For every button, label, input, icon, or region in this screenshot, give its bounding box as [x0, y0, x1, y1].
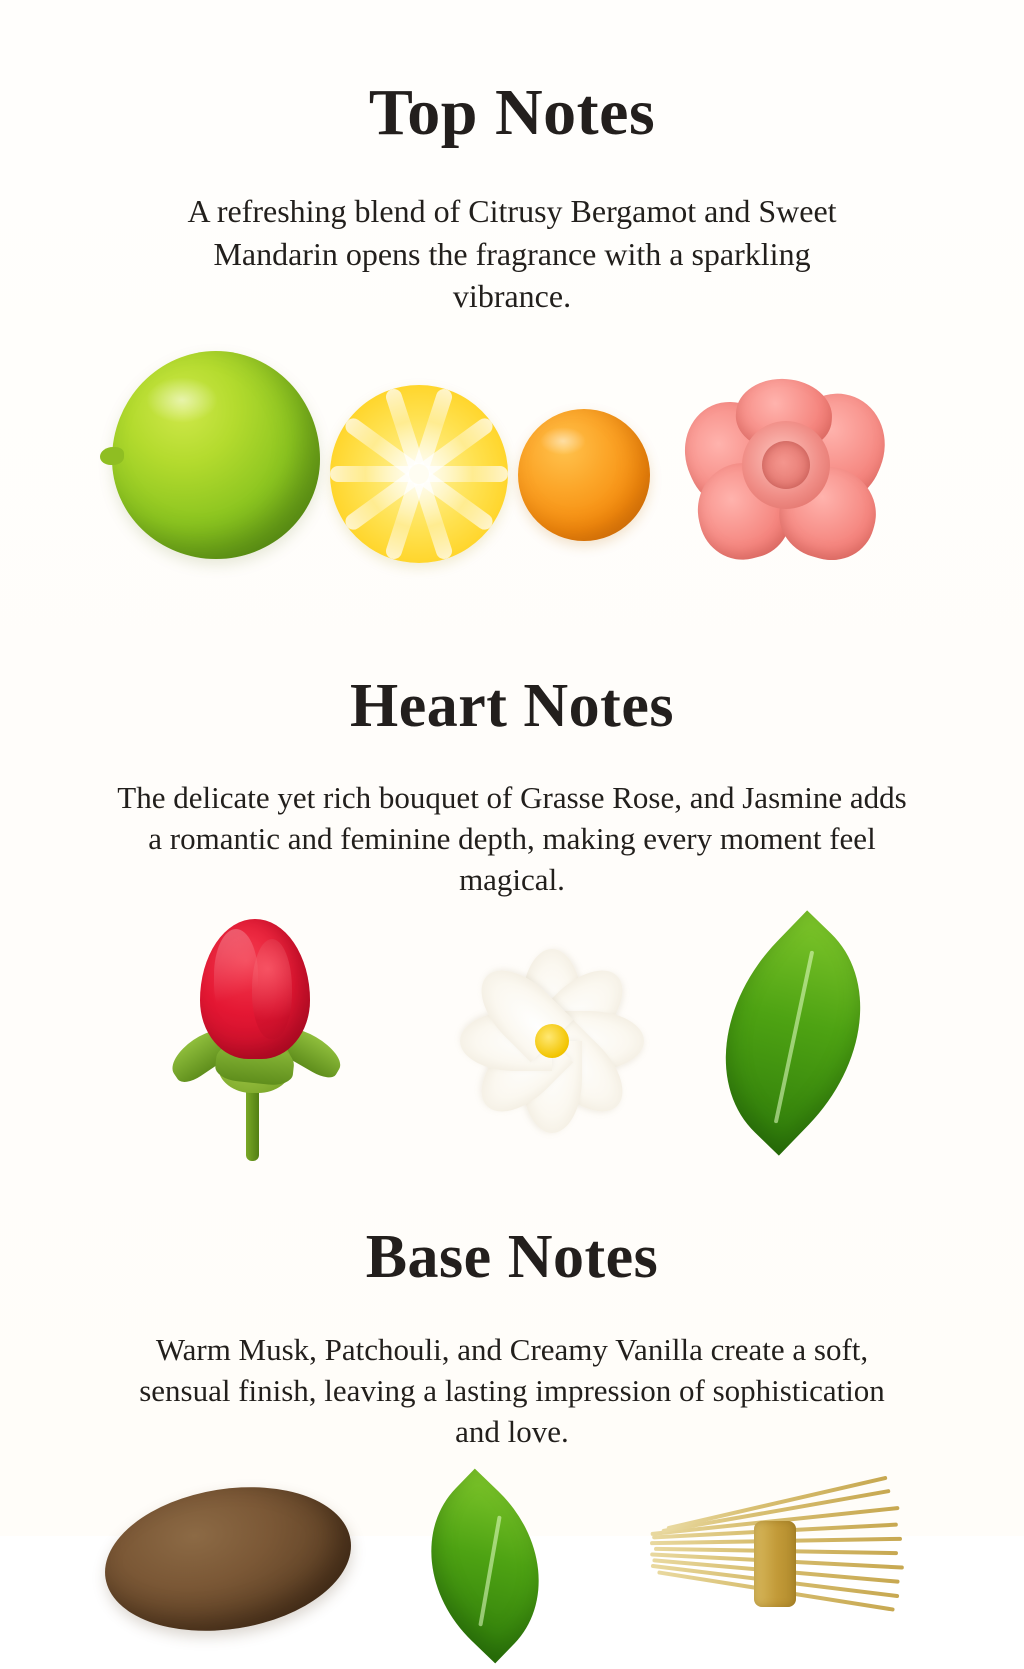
lemon-half-image [330, 385, 508, 563]
jasmine-center [535, 1024, 569, 1058]
green-leaf-image [700, 909, 890, 1159]
lime-highlight [146, 377, 218, 423]
rose-bud [200, 919, 310, 1059]
section-base-notes [0, 1169, 1024, 1669]
musk-pod-image [95, 1470, 362, 1647]
section-heart-notes [0, 603, 1024, 1169]
red-rose-bud-image [160, 919, 360, 1159]
rose-center [762, 441, 810, 489]
top-notes-image-row [0, 343, 1024, 603]
rose-stem [246, 1085, 259, 1161]
mandarin-highlight [540, 427, 586, 455]
pink-rose-bloom-image [680, 367, 890, 577]
straw-tie-band [754, 1521, 796, 1607]
vanilla-straw-bundle-image [650, 1479, 910, 1649]
top-notes-title: Top Notes [368, 76, 656, 150]
leaf-blade [387, 1468, 582, 1663]
heart-notes-description: The delicate yet rich bouquet of Grasse Rose, and Jasmine adds a romantic and feminine depth, making every moment feel magical. [117, 780, 907, 898]
mandarin-orange-image [518, 409, 650, 541]
top-notes-description: A refreshing blend of Citrusy Bergamot and Sweet Mandarin opens the fragrance with a sparkling vibrance. [187, 193, 837, 314]
base-notes-title: Base Notes [365, 1223, 659, 1292]
heart-notes-image-row [0, 919, 1024, 1169]
base-notes-image-row [0, 1469, 1024, 1669]
section-top-notes [0, 0, 1024, 603]
jasmine-flower-image [452, 941, 652, 1141]
patchouli-leaf-image [402, 1487, 592, 1647]
lime-whole-image [112, 351, 320, 559]
heart-notes-title: Heart Notes [350, 671, 674, 740]
lemon-core [409, 464, 429, 484]
base-notes-description: Warm Musk, Patchouli, and Creamy Vanilla create a soft, sensual finish, leaving a lasting impression of sophistication and love. [139, 1331, 885, 1449]
